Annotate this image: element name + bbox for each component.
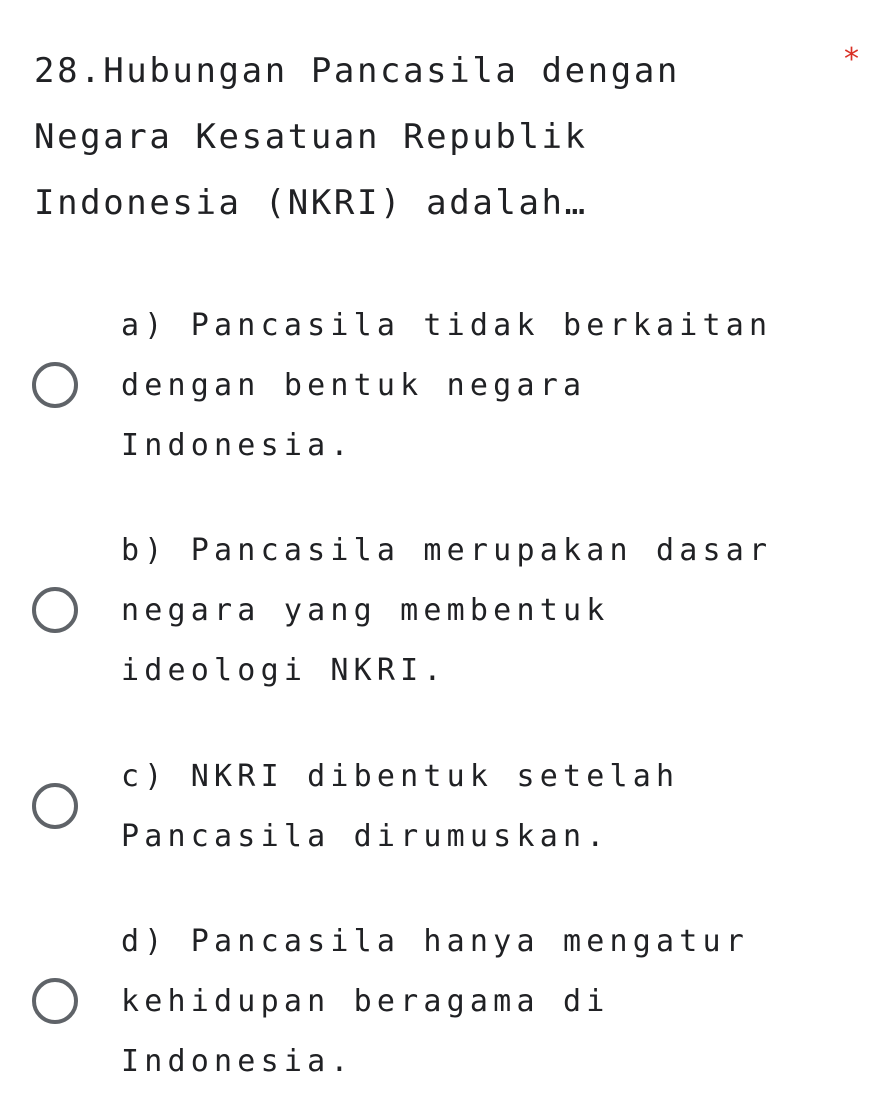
option-label: c) NKRI dibentuk setelah Pancasila dirumuskan. [121,759,680,854]
radio-button-unchecked-icon[interactable] [32,783,78,829]
option-label: b) Pancasila merupakan dasar negara yang membentuk ideologi NKRI. [121,533,773,688]
option-label: d) Pancasila hanya mengatur kehidupan beragama di Indonesia. [121,924,750,1079]
option-a[interactable] [0,296,871,476]
radio-button-unchecked-icon[interactable] [32,362,78,408]
radio-button-unchecked-icon[interactable] [32,587,78,633]
required-asterisk: * [844,42,859,77]
option-label: a) Pancasila tidak berkaitan dengan bentuk negara Indonesia. [121,308,773,463]
option-b[interactable] [0,521,871,701]
option-d[interactable] [0,912,871,1092]
option-c[interactable] [0,747,871,867]
question-title: 28.Hubungan Pancasila dengan Negara Kesatuan Republik Indonesia (NKRI) adalah… [34,51,680,223]
radio-button-unchecked-icon[interactable] [32,978,78,1024]
